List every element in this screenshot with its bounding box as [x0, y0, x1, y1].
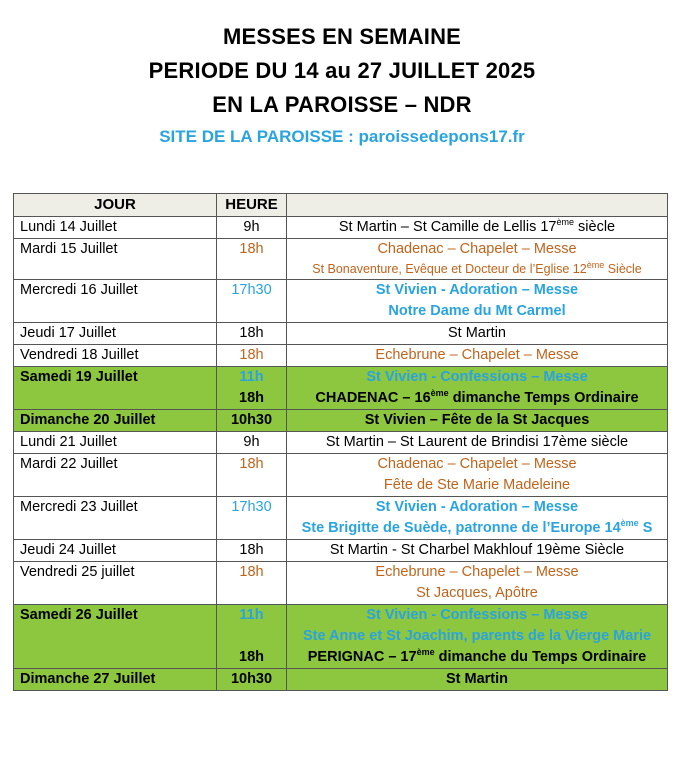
table-header-row — [14, 194, 668, 217]
row-time: 10h30 — [217, 669, 287, 691]
row-day: Lundi 14 Juillet — [14, 217, 217, 239]
row-description-line-2: Fête de Ste Marie Madeleine — [383, 477, 571, 493]
row-description — [287, 239, 668, 280]
row-day: Mardi 22 Juillet — [14, 454, 217, 497]
row-time-1: 11h — [239, 607, 264, 623]
row-day: Samedi 26 Juillet — [14, 605, 217, 669]
row-description: St Martin – St Laurent de Brindisi 17ème siècle — [287, 432, 668, 454]
row-time: 10h30 — [217, 410, 287, 432]
table-row — [14, 454, 668, 497]
title-line-2: PERIODE DU 14 au 27 JUILLET 2025 — [148, 58, 536, 83]
row-description: St Vivien – Fête de la St Jacques — [287, 410, 668, 432]
row-time: 9h — [217, 432, 287, 454]
row-day: Jeudi 17 Juillet — [14, 323, 217, 345]
table-row — [14, 432, 668, 454]
table-row — [14, 410, 668, 432]
row-description: St Martin - St Charbel Makhlouf 19ème Siècle — [287, 540, 668, 562]
row-time: 17h30 — [217, 497, 287, 540]
title-line-3: EN LA PAROISSE – NDR — [212, 92, 472, 117]
row-day: Mercredi 16 Juillet — [14, 280, 217, 323]
row-description — [287, 562, 668, 605]
row-day: Vendredi 18 Juillet — [14, 345, 217, 367]
row-description-line-2: St Jacques, Apôtre — [416, 585, 538, 601]
column-header-day: JOUR — [14, 194, 217, 217]
row-description-line-1: Chadenac – Chapelet – Messe — [377, 241, 577, 257]
row-description: St Martin — [287, 323, 668, 345]
row-time: 18h — [217, 239, 287, 280]
row-day: Mardi 15 Juillet — [14, 239, 217, 280]
row-description-line-1: Echebrune – Chapelet – Messe — [375, 564, 579, 580]
table-row — [14, 323, 668, 345]
row-description-line-2: Ste Anne et St Joachim, parents de la Vierge Marie — [302, 628, 652, 644]
row-description: Echebrune – Chapelet – Messe — [287, 345, 668, 367]
row-description — [287, 454, 668, 497]
row-time — [217, 605, 287, 669]
table-row — [14, 497, 668, 540]
row-description — [287, 367, 668, 410]
column-header-time: HEURE — [217, 194, 287, 217]
table-row — [14, 669, 668, 691]
row-description-line-2: St Bonaventure, Evêque et Docteur de l’Eglise 12ème Siècle — [312, 259, 642, 276]
row-description — [287, 497, 668, 540]
table-row — [14, 345, 668, 367]
row-time — [217, 367, 287, 410]
table-row — [14, 562, 668, 605]
row-description-line-1: St Vivien - Adoration – Messe — [375, 499, 579, 515]
row-description — [287, 280, 668, 323]
row-description — [287, 605, 668, 669]
row-description-line-2: Notre Dame du Mt Carmel — [388, 303, 566, 319]
row-day: Dimanche 20 Juillet — [14, 410, 217, 432]
row-time: 18h — [217, 562, 287, 605]
row-time: 18h — [217, 345, 287, 367]
row-description-line-1: St Vivien - Adoration – Messe — [375, 282, 579, 298]
table-row — [14, 605, 668, 669]
row-time: 18h — [217, 454, 287, 497]
row-day: Lundi 21 Juillet — [14, 432, 217, 454]
parish-site-link[interactable]: SITE DE LA PAROISSE : paroissedepons17.fr — [159, 127, 525, 146]
title-line-1: MESSES EN SEMAINE — [222, 24, 462, 49]
row-description-line-1: Chadenac – Chapelet – Messe — [377, 456, 577, 472]
row-time: 18h — [217, 540, 287, 562]
table-row — [14, 239, 668, 280]
column-header-description — [287, 194, 668, 217]
table-row — [14, 367, 668, 410]
row-day: Mercredi 23 Juillet — [14, 497, 217, 540]
row-day: Jeudi 24 Juillet — [14, 540, 217, 562]
row-time-2: 18h — [239, 390, 264, 406]
row-time: 9h — [217, 217, 287, 239]
row-day: Vendredi 25 juillet — [14, 562, 217, 605]
row-time-1: 11h — [239, 369, 264, 385]
row-description-line-3: PERIGNAC – 17ème dimanche du Temps Ordinaire — [307, 647, 647, 665]
table-row — [14, 280, 668, 323]
row-description-line-2: CHADENAC – 16ème dimanche Temps Ordinaire — [315, 388, 639, 406]
table-row — [14, 217, 668, 239]
row-time: 18h — [217, 323, 287, 345]
row-description-line-2: Ste Brigitte de Suède, patronne de l’Europe 14ème S — [301, 518, 653, 536]
mass-schedule-table — [13, 193, 668, 691]
row-description: St Martin – St Camille de Lellis 17ème siècle — [287, 217, 668, 239]
document-header — [0, 20, 684, 152]
row-time: 17h30 — [217, 280, 287, 323]
row-day: Dimanche 27 Juillet — [14, 669, 217, 691]
row-description-line-1: St Vivien - Confessions – Messe — [366, 369, 588, 385]
row-description: St Martin — [287, 669, 668, 691]
row-time-2: 18h — [239, 649, 264, 665]
row-day: Samedi 19 Juillet — [14, 367, 217, 410]
row-description-line-1: St Vivien - Confessions – Messe — [366, 607, 588, 623]
table-row — [14, 540, 668, 562]
